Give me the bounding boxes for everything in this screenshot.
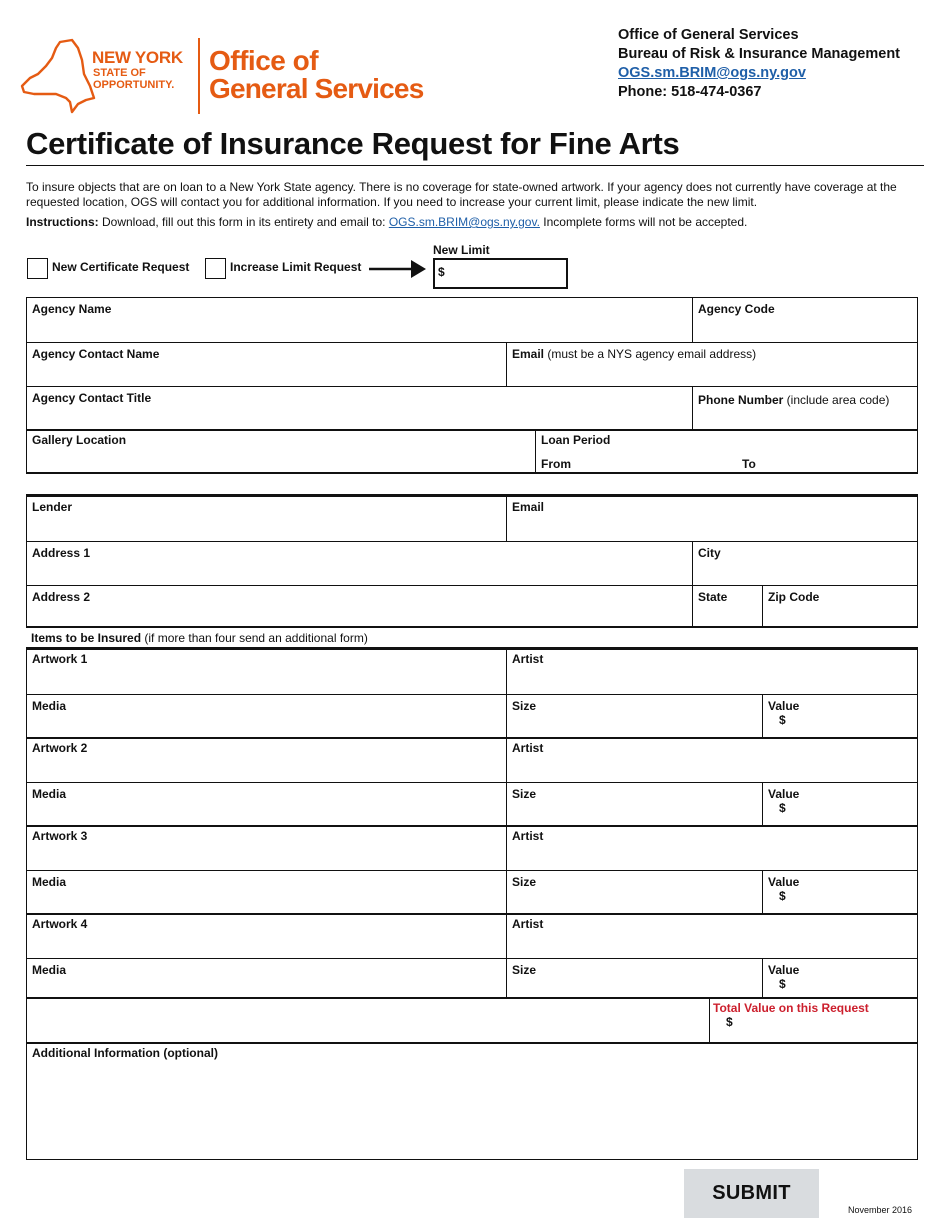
value-4-cell[interactable] [762, 958, 918, 999]
revision-date: November 2016 [848, 1205, 913, 1215]
ny-wordmark-line3: OPPORTUNITY. [93, 79, 175, 91]
size-3-cell[interactable] [506, 870, 762, 914]
media-1-cell[interactable] [27, 694, 506, 738]
lender-state-label: State [698, 590, 728, 604]
gallery-location-label: Gallery Location [32, 433, 127, 447]
lender-email-label: Email [512, 500, 545, 514]
office-name: Office of General Services [618, 27, 799, 43]
lender-zip-cell[interactable] [762, 585, 918, 628]
new-certificate-label: New Certificate Request [52, 260, 190, 274]
value-1-currency: $ [779, 713, 786, 727]
additional-info-label: Additional Information (optional) [32, 1046, 218, 1060]
lender-address1-cell[interactable] [27, 541, 692, 585]
artist-4-cell[interactable] [506, 913, 918, 958]
new-limit-currency: $ [438, 265, 445, 279]
media-1-label: Media [32, 699, 67, 713]
increase-limit-label: Increase Limit Request [230, 260, 362, 274]
instructions-tail: Incomplete forms will not be accepted. [539, 215, 748, 229]
artist-3-label: Artist [512, 829, 544, 843]
loan-period-label: Loan Period [541, 433, 611, 447]
agency-email-label-text: Email [512, 347, 545, 361]
agency-phone-note: (include area code) [783, 393, 890, 407]
contact-email-link[interactable]: OGS.sm.BRIM@ogs.ny.gov [618, 65, 806, 81]
page-title: Certificate of Insurance Request for Fine Arts [26, 126, 680, 161]
agency-email-cell[interactable] [506, 342, 918, 386]
size-2-cell[interactable] [506, 782, 762, 826]
size-2-label: Size [512, 787, 537, 801]
total-value-currency: $ [726, 1015, 733, 1029]
submit-button[interactable]: SUBMIT [684, 1169, 819, 1218]
bureau-name: Bureau of Risk & Insurance Management [618, 46, 901, 62]
new-certificate-checkbox[interactable] [27, 258, 48, 279]
value-4-currency: $ [779, 977, 786, 991]
artwork-4-label: Artwork 4 [32, 917, 88, 931]
lender-name-label: Lender [32, 500, 73, 514]
items-section [26, 647, 918, 999]
lender-zip-label: Zip Code [768, 590, 820, 604]
total-value-label: Total Value on this Request [713, 1001, 869, 1015]
agency-phone-label [698, 393, 889, 407]
media-2-label: Media [32, 787, 67, 801]
artwork-2-label: Artwork 2 [32, 741, 88, 755]
agency-email-label [512, 347, 756, 361]
media-4-cell[interactable] [27, 958, 506, 999]
items-heading-note: (if more than four send an additional form) [141, 631, 368, 645]
agency-email-note: (must be a NYS agency email address) [544, 347, 757, 361]
value-2-currency: $ [779, 801, 786, 815]
artwork-1-label: Artwork 1 [32, 652, 88, 666]
items-heading-text: Items to be Insured [31, 631, 142, 645]
value-1-label: Value [768, 699, 800, 713]
instructions-email-link[interactable]: OGS.sm.BRIM@ogs.ny.gov. [388, 215, 540, 229]
size-1-cell[interactable] [506, 694, 762, 738]
ogs-wordmark-line1: Office of [209, 45, 319, 76]
new-limit-field[interactable] [433, 258, 568, 289]
ny-wordmark-line1: NEW YORK [92, 48, 183, 67]
instructions-body: Download, fill out this form in its entirety and email to: [98, 215, 389, 229]
increase-limit-checkbox[interactable] [205, 258, 226, 279]
value-2-label: Value [768, 787, 800, 801]
agency-contact-name-label: Agency Contact Name [32, 347, 160, 361]
value-2-cell[interactable] [762, 782, 918, 826]
size-1-label: Size [512, 699, 537, 713]
new-limit-label: New Limit [433, 243, 490, 257]
artwork-2-cell[interactable] [27, 737, 506, 782]
total-row [26, 999, 918, 1042]
artist-2-cell[interactable] [506, 737, 918, 782]
artist-3-cell[interactable] [506, 825, 918, 870]
agency-contact-name-cell[interactable] [27, 342, 506, 386]
artist-1-label: Artist [512, 652, 544, 666]
lender-city-cell[interactable] [692, 541, 918, 585]
loan-from-label: From [541, 457, 571, 471]
agency-contact-title-label: Agency Contact Title [32, 391, 152, 405]
logo-divider [198, 38, 200, 114]
agency-code-label: Agency Code [698, 302, 775, 316]
value-1-cell[interactable] [762, 694, 918, 738]
value-3-currency: $ [779, 889, 786, 903]
media-2-cell[interactable] [27, 782, 506, 826]
arrow-right-icon [369, 258, 427, 280]
lender-address2-label: Address 2 [32, 590, 91, 604]
artwork-3-label: Artwork 3 [32, 829, 88, 843]
artist-2-label: Artist [512, 741, 544, 755]
value-4-label: Value [768, 963, 800, 977]
artwork-3-cell[interactable] [27, 825, 506, 870]
value-3-label: Value [768, 875, 800, 889]
artist-4-label: Artist [512, 917, 544, 931]
value-3-cell[interactable] [762, 870, 918, 914]
agency-contact-title-cell[interactable] [27, 386, 692, 430]
instructions-label: Instructions: [26, 215, 99, 229]
artist-1-cell[interactable] [506, 650, 918, 694]
media-3-cell[interactable] [27, 870, 506, 914]
agency-phone-label-text: Phone Number [698, 393, 784, 407]
agency-code-cell[interactable] [692, 298, 918, 342]
lender-name-cell[interactable] [27, 497, 506, 541]
lender-city-label: City [698, 546, 721, 560]
artwork-4-cell[interactable] [27, 913, 506, 958]
lender-address1-label: Address 1 [32, 546, 91, 560]
agency-phone-cell[interactable] [692, 386, 918, 430]
ny-state-map-icon [20, 38, 100, 114]
media-4-label: Media [32, 963, 67, 977]
agency-name-label: Agency Name [32, 302, 112, 316]
lender-address2-cell[interactable] [27, 585, 692, 628]
title-rule [26, 165, 924, 166]
loan-to-label: To [742, 457, 756, 471]
lender-state-cell[interactable] [692, 585, 762, 628]
contact-phone: Phone: 518-474-0367 [618, 84, 762, 100]
size-4-label: Size [512, 963, 537, 977]
agency-section [26, 297, 918, 474]
media-3-label: Media [32, 875, 67, 889]
additional-info-box[interactable] [26, 1042, 918, 1160]
intro-text: To insure objects that are on loan to a New York State agency. There is no coverage for state-owned artwork. If your agency does not currently have coverage at the requested location, OGS will contact you for additional information. If you need to increase your current limit, please indicate the new limit. [26, 180, 897, 209]
total-value-cell[interactable] [709, 999, 918, 1042]
ogs-wordmark-line2: General Services [209, 73, 424, 104]
size-3-label: Size [512, 875, 537, 889]
contact-block [618, 26, 900, 102]
lender-section [26, 494, 918, 628]
lender-email-cell[interactable] [506, 497, 918, 541]
nys-logo [20, 36, 450, 120]
items-heading [31, 631, 368, 645]
size-4-cell[interactable] [506, 958, 762, 999]
ny-wordmark-line2: STATE OF [93, 67, 146, 79]
loan-period-cell[interactable] [535, 429, 918, 473]
gallery-location-cell[interactable] [27, 429, 535, 473]
agency-name-cell[interactable] [27, 298, 692, 342]
instructions-text [26, 215, 924, 230]
artwork-1-cell[interactable] [27, 650, 506, 694]
